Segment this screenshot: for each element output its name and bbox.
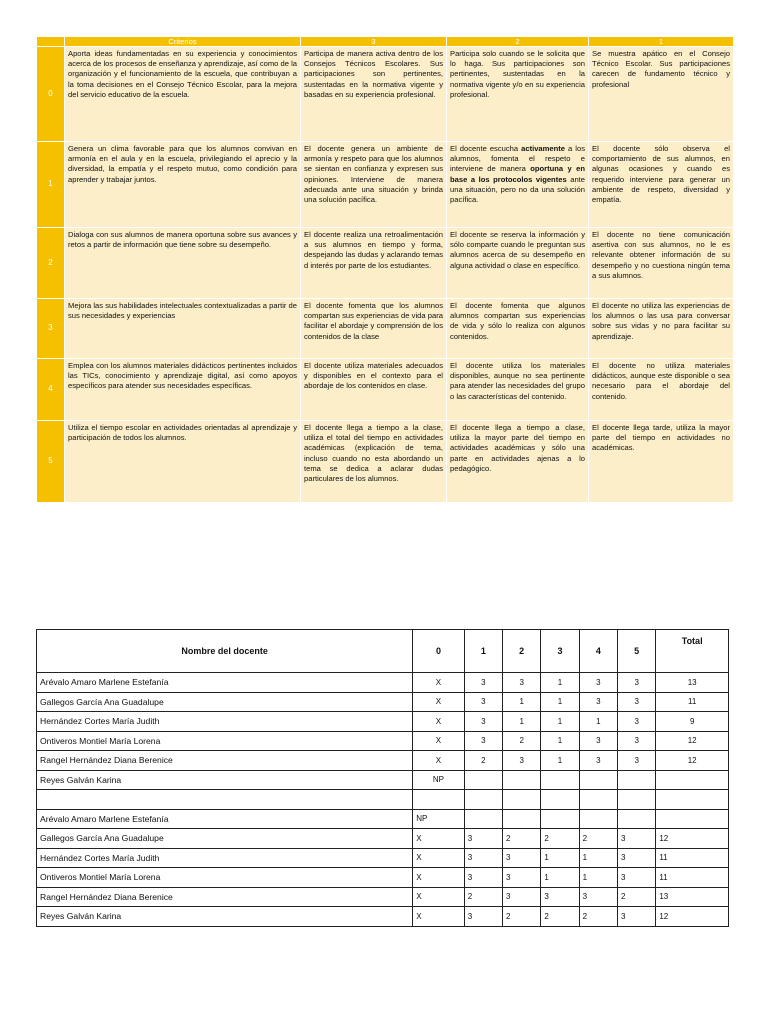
rubric-header-level-1: 1 [589,37,734,47]
score-cell: 2 [503,907,541,927]
score-cell: X [413,887,464,907]
rubric-level-2: El docente fomenta que algunos alumnos compartan sus experiencias de vida y sólo lo realiza con algunos contenidos. [447,299,589,359]
total-cell [656,809,729,829]
total-cell: 11 [656,692,729,712]
score-cell: X [413,907,464,927]
table-row [37,907,729,927]
rubric-criterion: Aporta ideas fundamentadas en su experiencia y conocimientos acerca de los procesos de enseñanza y aprendizaje, así como de la organización y el funcionamiento de la escuela, que contribuyan a la toma decisiones en el Consejo Técnico Escolar, para la mejora del servicio educativo de la escuela. [65,47,301,142]
empty-cell [37,790,413,810]
total-cell [656,770,729,790]
score-cell: 3 [579,887,617,907]
score-cell: 3 [618,907,656,927]
rubric-header-criterios: Criterios [65,37,301,47]
score-cell: 3 [579,751,617,771]
table-row [37,692,729,712]
score-cell: 2 [579,907,617,927]
score-cell: 3 [464,829,502,849]
rubric-level-2: El docente se reserva la información y sólo comparte cuando le preguntan sus alumnos acerca de su desempeño en alguna actividad o clase en específico. [447,228,589,299]
score-cell: X [413,731,464,751]
rubric-header-level-2: 2 [447,37,589,47]
score-cell [503,809,541,829]
score-cell: 3 [579,673,617,693]
score-cell: 2 [464,887,502,907]
scores-table [36,629,729,927]
teacher-name-cell: Reyes Galván Karina [37,770,413,790]
score-cell: 3 [618,868,656,888]
score-cell [579,770,617,790]
rubric-criterion: Genera un clima favorable para que los alumnos convivan en armonía en el aula y en la escuela, privilegiando el aprecio y la diversidad, la empatía y el respeto mutuo, como condición para aprender y trabajar juntos. [65,142,301,228]
score-cell: 3 [541,887,579,907]
empty-cell [656,790,729,810]
score-cell [503,770,541,790]
rubric-level-1: El docente no utiliza materiales didácticos, aunque este disponible o sea necesario para el abordaje del contenido. [589,359,734,421]
header-col-5: 5 [618,630,656,673]
score-cell: 2 [618,887,656,907]
empty-cell [503,790,541,810]
score-cell: 2 [464,751,502,771]
spacer-row [37,790,729,810]
score-cell: 1 [541,731,579,751]
total-cell: 12 [656,829,729,849]
header-col-4: 4 [579,630,617,673]
table-row [37,868,729,888]
rubric-header-row [37,37,734,47]
score-cell: 3 [503,751,541,771]
score-cell [541,770,579,790]
header-col-3: 3 [541,630,579,673]
rubric-row-number: 3 [37,299,65,359]
score-cell: 3 [464,673,502,693]
score-cell: X [413,868,464,888]
score-cell: 1 [541,868,579,888]
score-cell: 1 [503,712,541,732]
rubric-row [37,47,734,142]
rubric-level-1: El docente sólo observa el comportamiento de sus alumnos, en algunas ocasiones y cuando es requerido interviene para generar un ambiente de respeto, diversidad y empatía. [589,142,734,228]
score-cell: X [413,673,464,693]
score-cell: 3 [464,712,502,732]
score-cell: 1 [541,673,579,693]
empty-cell [464,790,502,810]
teacher-name-cell: Arévalo Amaro Marlene Estefanía [37,673,413,693]
score-cell: X [413,712,464,732]
rubric-level-3: El docente fomenta que los alumnos compartan sus experiencias de vida para facilitar el abordaje y comprensión de los contenidos de la clase [301,299,447,359]
rubric-criterion: Dialoga con sus alumnos de manera oportuna sobre sus avances y retos a partir de información que tiene sobre su desempeño. [65,228,301,299]
rubric-row [37,299,734,359]
score-cell [579,809,617,829]
total-cell: 12 [656,731,729,751]
teacher-name-cell: Arévalo Amaro Marlene Estefanía [37,809,413,829]
rubric-level-3: El docente genera un ambiente de armonía y respeto para que los alumnos se sientan en confianza y expresen sus opiniones. Interviene de manera adecuada ante una situación y brinda una solución pacífica. [301,142,447,228]
rubric-text: ante una situación, pero no da una solución pacífica. [450,174,585,205]
score-cell [541,809,579,829]
table-row [37,829,729,849]
table-row [37,848,729,868]
table-row [37,712,729,732]
score-cell: 3 [503,673,541,693]
total-cell: 11 [656,848,729,868]
total-cell: 11 [656,868,729,888]
score-cell [464,809,502,829]
score-cell: 3 [464,848,502,868]
score-cell: X [413,829,464,849]
score-cell: 2 [541,907,579,927]
score-cell: 3 [464,907,502,927]
table-row [37,673,729,693]
score-cell: 3 [503,868,541,888]
score-cell: 3 [579,692,617,712]
score-cell: 3 [618,673,656,693]
rubric-level-1: El docente no utiliza las experiencias de los alumnos o las usa para conversar sobre sus vidas y no para facilitar su aprendizaje. [589,299,734,359]
empty-cell [579,790,617,810]
score-cell: 1 [579,712,617,732]
rubric-level-3: El docente realiza una retroalimentación a sus alumnos en tiempo y forma, despejando las dudas y aclarando temas d interés por parte de los estudiantes. [301,228,447,299]
rubric-row [37,228,734,299]
rubric-level-1: Se muestra apático en el Consejo Técnico Escolar. Sus participaciones carecen de fundamento técnico y profesional [589,47,734,142]
teacher-name-cell: Gallegos García Ana Guadalupe [37,692,413,712]
rubric-level-3: El docente llega a tiempo a la clase, utiliza el total del tiempo en actividades académicas (explicación de tema, incluso cuando no esta abordando un tema se dedica a aclarar dudas particulares de los alumnos. [301,421,447,503]
score-cell: 3 [618,848,656,868]
score-cell [464,770,502,790]
rubric-row [37,421,734,503]
rubric-header-corner [37,37,65,47]
rubric-level-2: Participa solo cuando se le solicita que lo haga. Sus participaciones son pertinentes, sustentadas en la normativa vigente y/o en su experiencia profesional. [447,47,589,142]
rubric-row-number: 4 [37,359,65,421]
table-row [37,751,729,771]
rubric-row-number: 1 [37,142,65,228]
score-cell: 3 [464,731,502,751]
score-cell: 3 [618,751,656,771]
score-cell: 1 [579,868,617,888]
rubric-row [37,142,734,228]
score-cell: 1 [541,692,579,712]
score-cell [618,770,656,790]
rubric-row-number: 0 [37,47,65,142]
rubric-level-3: El docente utiliza materiales adecuados y disponibles en el contexto para el abordaje de los contenidos en clase. [301,359,447,421]
rubric-emphasis: activamente [521,144,566,153]
score-cell: 2 [579,829,617,849]
teacher-name-cell: Gallegos García Ana Guadalupe [37,829,413,849]
rubric-header-level-3: 3 [301,37,447,47]
score-cell: 3 [464,868,502,888]
rubric-level-3: Participa de manera activa dentro de los Consejos Técnicos Escolares. Sus participaciones son pertinentes, sustentadas en la normativa vigente y basadas en su experiencia profesional. [301,47,447,142]
score-cell: 3 [618,712,656,732]
rubric-level-2: El docente utiliza los materiales disponibles, aunque no sea pertinente para atender las necesidades del grupo o las características del contenido. [447,359,589,421]
score-cell: 3 [618,731,656,751]
table-row [37,809,729,829]
score-cell: 3 [618,692,656,712]
teacher-name-cell: Reyes Galván Karina [37,907,413,927]
empty-cell [618,790,656,810]
total-cell: 9 [656,712,729,732]
teacher-name-cell: Hernández Cortes María Judith [37,848,413,868]
score-cell: 2 [503,829,541,849]
rubric-criterion: Emplea con los alumnos materiales didácticos pertinentes incluidos las TICs, conocimiento y aprendizaje digital, así como apoyos específicos para atender sus necesidades específicas. [65,359,301,421]
total-cell: 12 [656,751,729,771]
total-cell: 13 [656,673,729,693]
teacher-name-cell: Rangel Hernández Diana Berenice [37,887,413,907]
rubric-text: a los alumnos, fomenta el respeto e interviene de manera [450,144,586,174]
header-col-1: 1 [464,630,502,673]
score-cell: 2 [503,731,541,751]
score-cell: 3 [503,848,541,868]
score-cell: 3 [579,731,617,751]
score-cell: 1 [579,848,617,868]
score-cell: 1 [541,848,579,868]
rubric-level-2: El docente llega a tiempo a clase, utiliza la mayor parte del tiempo en actividades académicas y sólo una parte en actividades ajenas a lo pedagógico. [447,421,589,503]
score-cell: 3 [503,887,541,907]
table-row [37,887,729,907]
empty-cell [541,790,579,810]
rubric-level-2 [447,142,589,228]
rubric-level-1: El docente llega tarde, utiliza la mayor parte del tiempo en actividades no académicas. [589,421,734,503]
teacher-name-cell: Hernández Cortes María Judith [37,712,413,732]
rubric-text: El docente escucha [450,144,522,153]
teacher-name-cell: Rangel Hernández Diana Berenice [37,751,413,771]
rubric-row-number: 5 [37,421,65,503]
rubric-emphasis: oportuna y en base a los protocolos vigentes [450,164,585,184]
score-cell: NP [413,809,464,829]
total-cell: 13 [656,887,729,907]
header-col-2: 2 [503,630,541,673]
score-cell: 2 [541,829,579,849]
score-cell: 3 [618,829,656,849]
score-cell [618,809,656,829]
teacher-name-cell: Ontiveros Montiel María Lorena [37,731,413,751]
rubric-criterion: Utiliza el tiempo escolar en actividades orientadas al aprendizaje y participación de todos los alumnos. [65,421,301,503]
total-cell: 12 [656,907,729,927]
table-row [37,731,729,751]
rubric-row-number: 2 [37,228,65,299]
scores-body [37,673,729,927]
empty-cell [413,790,464,810]
rubric-level-1: El docente no tiene comunicación asertiva con sus alumnos, no le es relevante obtener información de su desempeño y no cuestiona ningún tema a sus alumnos. [589,228,734,299]
score-cell: NP [413,770,464,790]
score-cell: 3 [464,692,502,712]
scores-header-row [37,630,729,673]
score-cell: X [413,848,464,868]
score-cell: X [413,692,464,712]
score-cell: 1 [503,692,541,712]
teacher-name-cell: Ontiveros Montiel María Lorena [37,868,413,888]
score-cell: X [413,751,464,771]
score-cell: 1 [541,712,579,732]
table-row [37,770,729,790]
score-cell: 1 [541,751,579,771]
rubric-table [36,36,734,503]
rubric-row [37,359,734,421]
header-total: Total [656,630,729,673]
header-nombre: Nombre del docente [37,630,413,673]
header-col-0: 0 [413,630,464,673]
rubric-criterion: Mejora las sus habilidades intelectuales contextualizadas a partir de sus necesidades y experiencias [65,299,301,359]
